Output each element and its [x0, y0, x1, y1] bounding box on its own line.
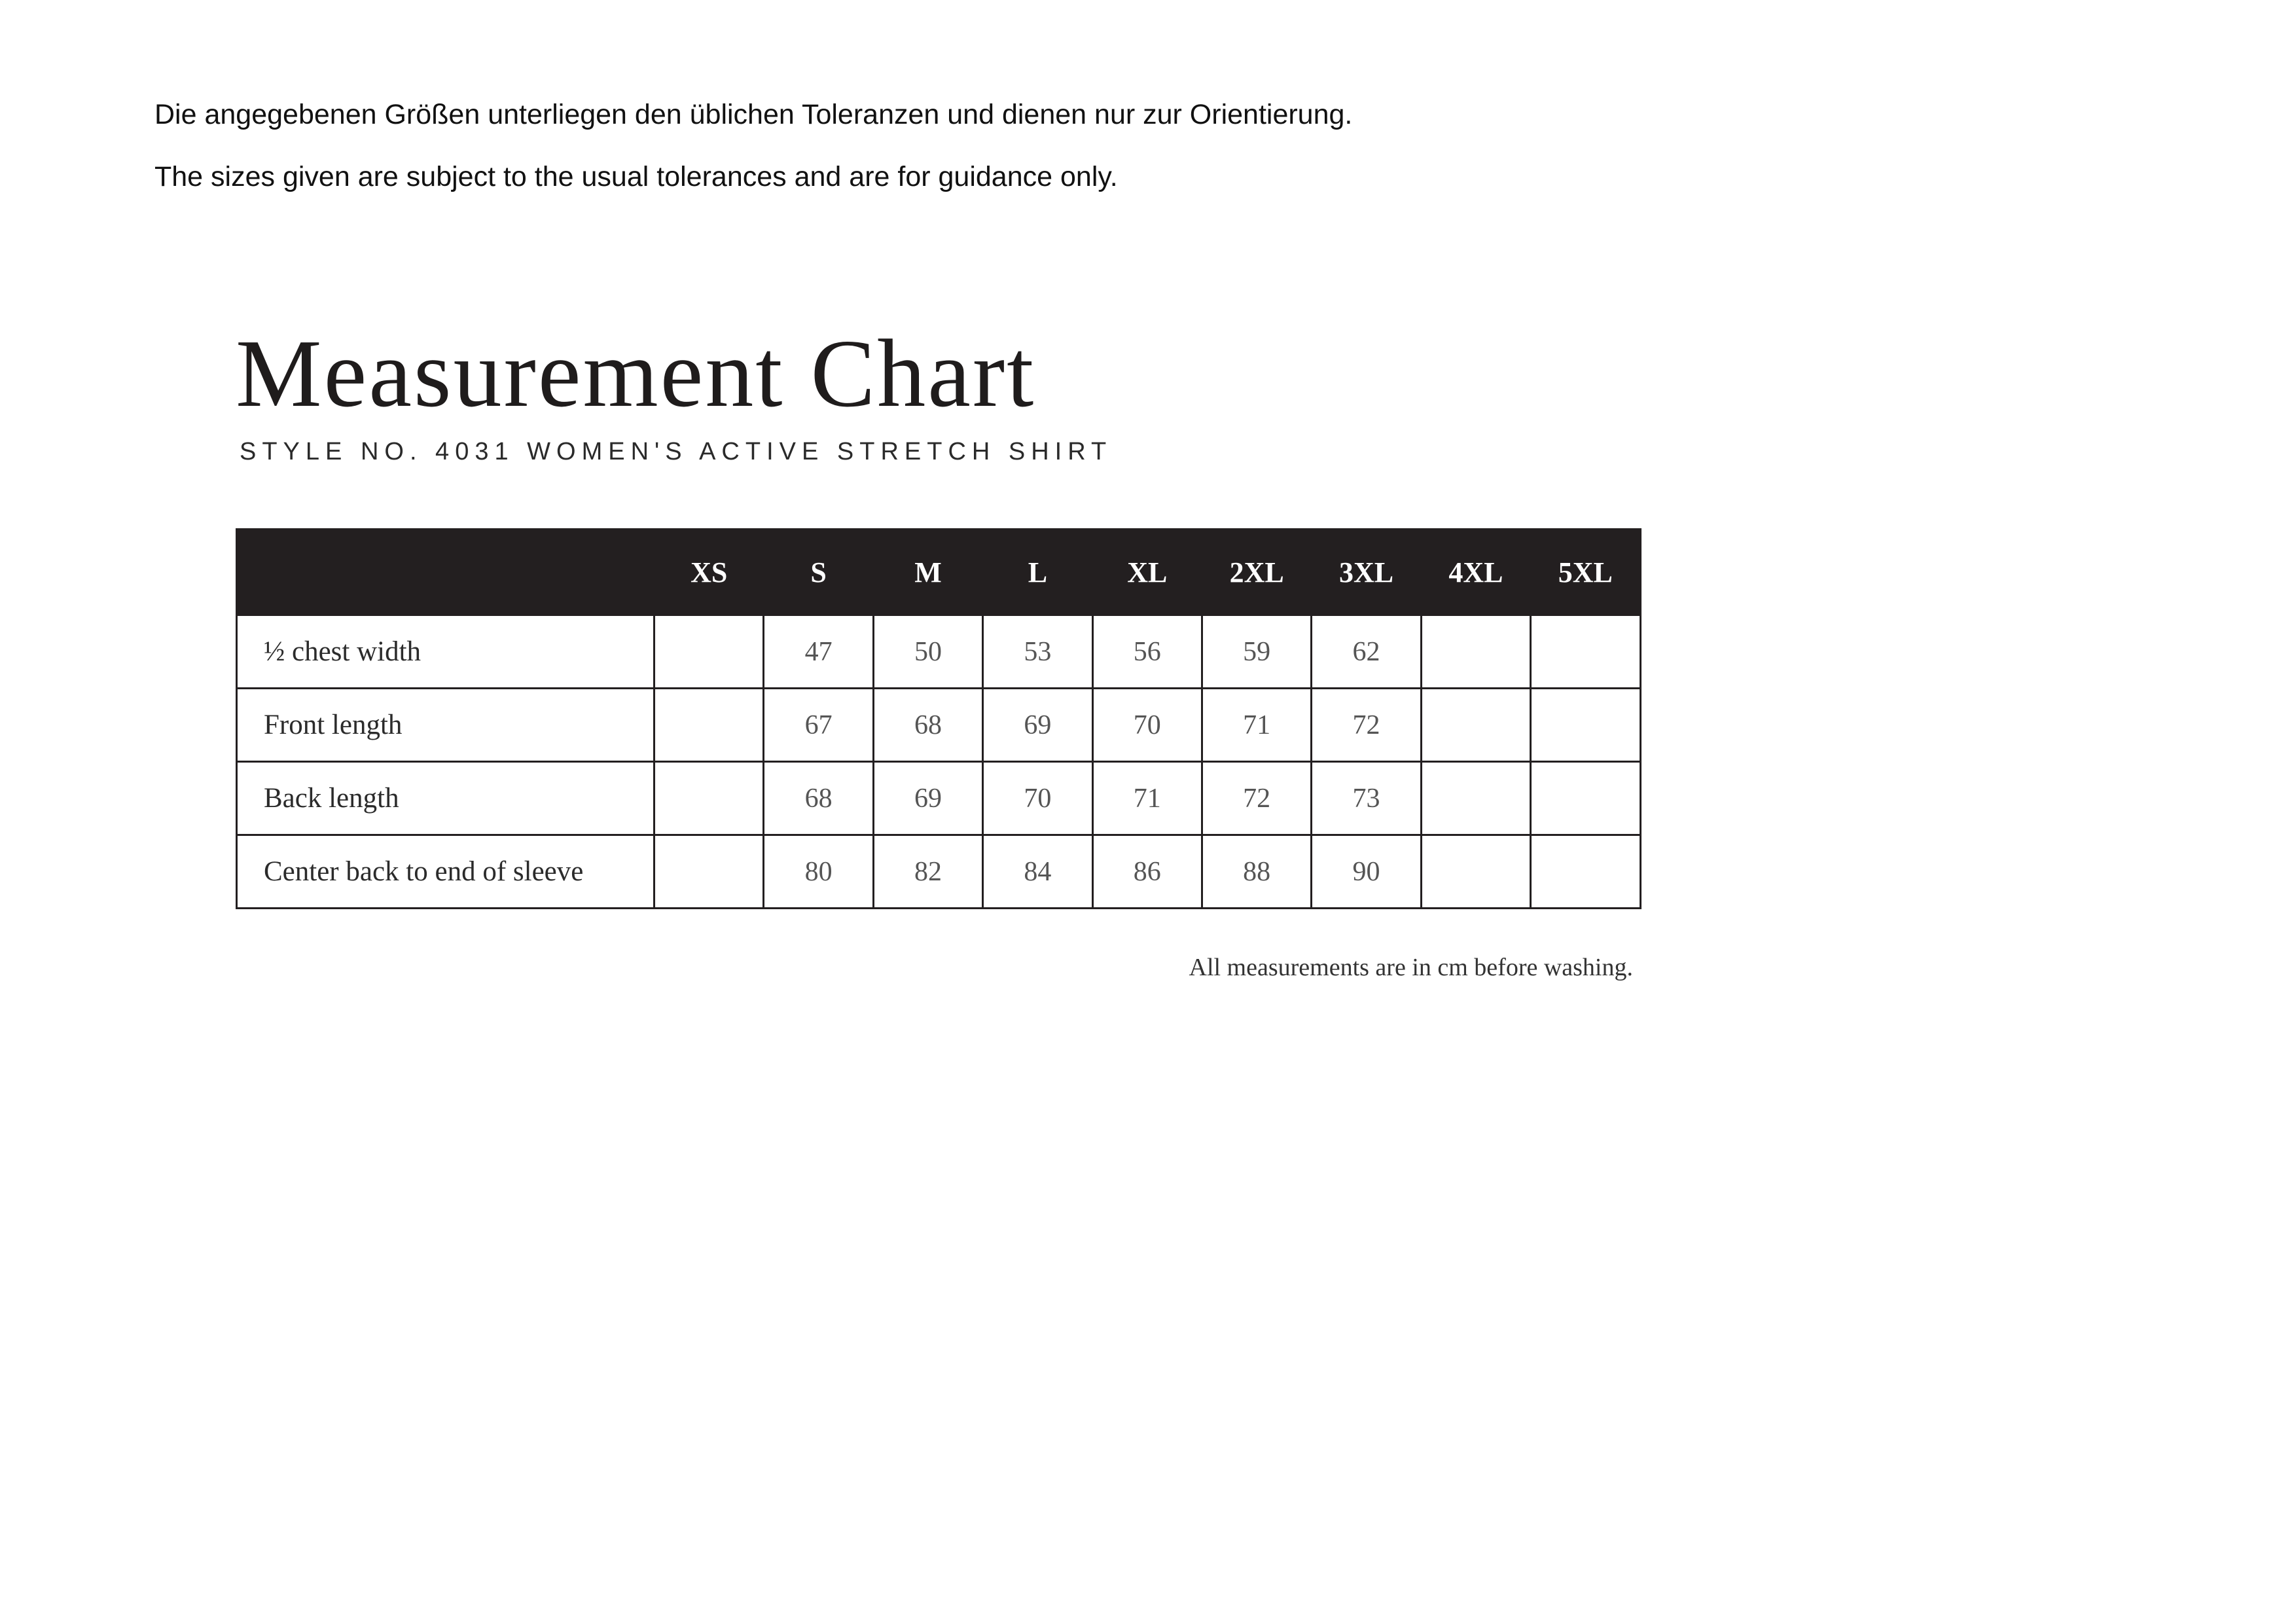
- header-cell-s: S: [764, 530, 873, 615]
- table-cell: [655, 762, 764, 835]
- table-cell: 73: [1312, 762, 1421, 835]
- table-cell: 62: [1312, 615, 1421, 689]
- table-cell: [1421, 835, 1530, 909]
- table-cell: 56: [1092, 615, 1202, 689]
- table-cell: 80: [764, 835, 873, 909]
- table-cell: 69: [873, 762, 982, 835]
- table-cell: 68: [873, 689, 982, 762]
- header-cell-l: L: [983, 530, 1092, 615]
- table-cell: [1531, 689, 1640, 762]
- table-cell: [655, 689, 764, 762]
- table-cell: 72: [1202, 762, 1311, 835]
- chart-title: Measurement Chart: [236, 320, 1036, 427]
- table-cell: [1531, 762, 1640, 835]
- header-cell-xs: XS: [655, 530, 764, 615]
- table-cell: 69: [983, 689, 1092, 762]
- table-cell: [1421, 615, 1530, 689]
- header-cell-label: [237, 530, 655, 615]
- header-row: [237, 530, 1641, 615]
- table-row: [237, 615, 1641, 689]
- chart-subtitle: STYLE NO. 4031 WOMEN'S ACTIVE STRETCH SHIRT: [240, 438, 1113, 465]
- table-cell: [1421, 762, 1530, 835]
- header-cell-3xl: 3XL: [1312, 530, 1421, 615]
- table-cell: 88: [1202, 835, 1311, 909]
- table-cell: 71: [1202, 689, 1311, 762]
- measurement-footnote: All measurements are in cm before washing.: [1189, 954, 1633, 981]
- table-cell: 86: [1092, 835, 1202, 909]
- table-body: [237, 615, 1641, 909]
- row-label: Back length: [237, 762, 655, 835]
- table-cell: [1531, 615, 1640, 689]
- table-cell: 50: [873, 615, 982, 689]
- measurement-table: [236, 528, 1641, 909]
- table-cell: 71: [1092, 762, 1202, 835]
- table-cell: 47: [764, 615, 873, 689]
- row-label: Center back to end of sleeve: [237, 835, 655, 909]
- table-cell: 70: [1092, 689, 1202, 762]
- table-cell: 67: [764, 689, 873, 762]
- intro-text-german: Die angegebenen Größen unterliegen den üblichen Toleranzen und dienen nur zur Orientierung.: [154, 99, 1353, 130]
- header-cell-xl: XL: [1092, 530, 1202, 615]
- row-label: Front length: [237, 689, 655, 762]
- header-cell-2xl: 2XL: [1202, 530, 1311, 615]
- table-row: [237, 762, 1641, 835]
- table-cell: 84: [983, 835, 1092, 909]
- table-cell: 82: [873, 835, 982, 909]
- table-cell: 53: [983, 615, 1092, 689]
- header-cell-5xl: 5XL: [1531, 530, 1640, 615]
- row-label: ½ chest width: [237, 615, 655, 689]
- header-cell-4xl: 4XL: [1421, 530, 1530, 615]
- table-cell: 59: [1202, 615, 1311, 689]
- header-cell-m: M: [873, 530, 982, 615]
- table-cell: 68: [764, 762, 873, 835]
- table-cell: [1421, 689, 1530, 762]
- table-cell: 72: [1312, 689, 1421, 762]
- table-row: [237, 689, 1641, 762]
- table-row: [237, 835, 1641, 909]
- table-cell: [655, 835, 764, 909]
- table-cell: [655, 615, 764, 689]
- table-cell: 70: [983, 762, 1092, 835]
- table-cell: 90: [1312, 835, 1421, 909]
- intro-text-english: The sizes given are subject to the usual tolerances and are for guidance only.: [154, 161, 1118, 192]
- table-cell: [1531, 835, 1640, 909]
- table-header: [237, 530, 1641, 615]
